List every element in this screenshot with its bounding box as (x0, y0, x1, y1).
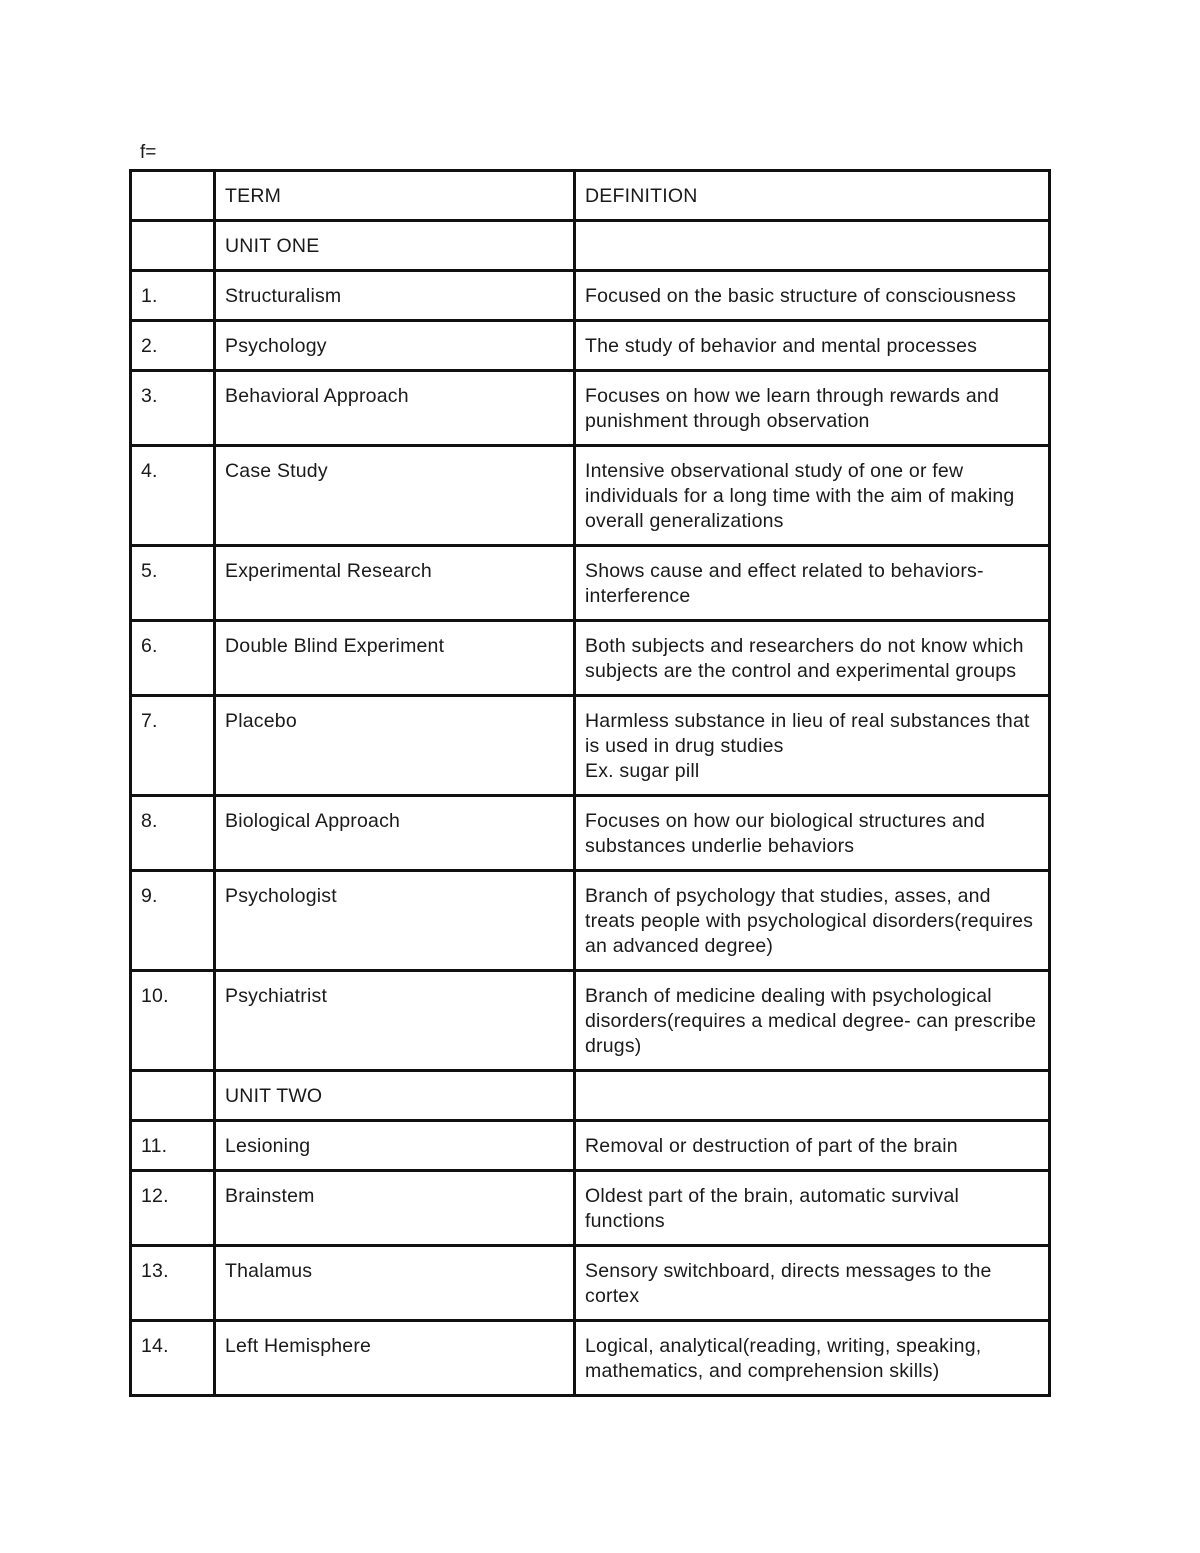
definition-cell (575, 971, 1050, 1071)
table-row (131, 796, 1050, 871)
table-row (131, 321, 1050, 371)
definition-cell (575, 1071, 1050, 1121)
definition-cell (575, 1246, 1050, 1321)
row-number: 8. (131, 796, 215, 871)
definition-text: Ex. sugar pill (585, 760, 700, 782)
definition-cell (575, 1171, 1050, 1246)
term-cell: Psychology (215, 321, 575, 371)
definition-cell (575, 371, 1050, 446)
term-cell: Thalamus (215, 1246, 575, 1321)
definition-text: Focuses on how our biological structures and substances underlie behaviors (585, 810, 986, 857)
row-number (131, 221, 215, 271)
glossary-table (129, 169, 1051, 1397)
table-row (131, 1246, 1050, 1321)
row-number: 2. (131, 321, 215, 371)
definition-cell (575, 446, 1050, 546)
term-cell: Left Hemisphere (215, 1321, 575, 1396)
term-cell: Psychiatrist (215, 971, 575, 1071)
definition-text: Logical, analytical(reading, writing, speaking, mathematics, and comprehension skills) (585, 1335, 982, 1382)
row-number: 6. (131, 621, 215, 696)
definition-cell (575, 621, 1050, 696)
row-number: 11. (131, 1121, 215, 1171)
definition-cell (575, 796, 1050, 871)
row-number: 4. (131, 446, 215, 546)
row-number: 7. (131, 696, 215, 796)
table-row (131, 971, 1050, 1071)
term-cell: Brainstem (215, 1171, 575, 1246)
section-row (131, 1071, 1050, 1121)
row-number: 13. (131, 1246, 215, 1321)
definition-text: Removal or destruction of part of the brain (585, 1135, 958, 1157)
term-cell: Experimental Research (215, 546, 575, 621)
term-cell: Biological Approach (215, 796, 575, 871)
row-number (131, 1071, 215, 1121)
definition-text: Intensive observational study of one or few individuals for a long time with the aim of making overall generalizations (585, 460, 1015, 532)
table-row (131, 1121, 1050, 1171)
table-row (131, 696, 1050, 796)
section-title: UNIT TWO (215, 1071, 575, 1121)
header-term: TERM (215, 171, 575, 221)
term-cell: Psychologist (215, 871, 575, 971)
table-row (131, 446, 1050, 546)
header-definition: DEFINITION (575, 171, 1050, 221)
definition-text: Oldest part of the brain, automatic survival functions (585, 1185, 960, 1232)
term-cell: Behavioral Approach (215, 371, 575, 446)
definition-cell (575, 321, 1050, 371)
glossary-body (131, 221, 1050, 1396)
definition-text: Harmless substance in lieu of real substances that is used in drug studies (585, 710, 1030, 757)
definition-text: Branch of medicine dealing with psychological disorders(requires a medical degree- can prescribe drugs) (585, 985, 1037, 1057)
definition-cell (575, 871, 1050, 971)
definition-text: Shows cause and effect related to behaviors- interference (585, 560, 984, 607)
section-row (131, 221, 1050, 271)
row-number: 10. (131, 971, 215, 1071)
table-row (131, 1171, 1050, 1246)
definition-text: The study of behavior and mental processes (585, 335, 978, 357)
term-cell: Case Study (215, 446, 575, 546)
table-row (131, 1321, 1050, 1396)
term-cell: Double Blind Experiment (215, 621, 575, 696)
table-row (131, 871, 1050, 971)
row-number: 12. (131, 1171, 215, 1246)
definition-cell (575, 1121, 1050, 1171)
row-number: 14. (131, 1321, 215, 1396)
definition-cell (575, 1321, 1050, 1396)
definition-cell (575, 546, 1050, 621)
row-number: 1. (131, 271, 215, 321)
definition-cell (575, 696, 1050, 796)
definition-text: Sensory switchboard, directs messages to the cortex (585, 1260, 992, 1307)
definition-text: Focused on the basic structure of consciousness (585, 285, 1017, 307)
term-cell: Placebo (215, 696, 575, 796)
table-row (131, 271, 1050, 321)
section-title: UNIT ONE (215, 221, 575, 271)
table-row (131, 371, 1050, 446)
table-header-row (131, 171, 1050, 221)
header-number (131, 171, 215, 221)
definition-cell (575, 221, 1050, 271)
row-number: 9. (131, 871, 215, 971)
row-number: 5. (131, 546, 215, 621)
definition-text: Branch of psychology that studies, asses, and treats people with psychological disorders(requires an advanced degree) (585, 885, 1034, 957)
term-cell: Lesioning (215, 1121, 575, 1171)
definition-cell (575, 271, 1050, 321)
definition-text: Both subjects and researchers do not know which subjects are the control and experimental groups (585, 635, 1024, 682)
table-row (131, 546, 1050, 621)
term-cell: Structuralism (215, 271, 575, 321)
document-label: f= (140, 142, 157, 163)
row-number: 3. (131, 371, 215, 446)
definition-text: Focuses on how we learn through rewards and punishment through observation (585, 385, 999, 432)
table-row (131, 621, 1050, 696)
